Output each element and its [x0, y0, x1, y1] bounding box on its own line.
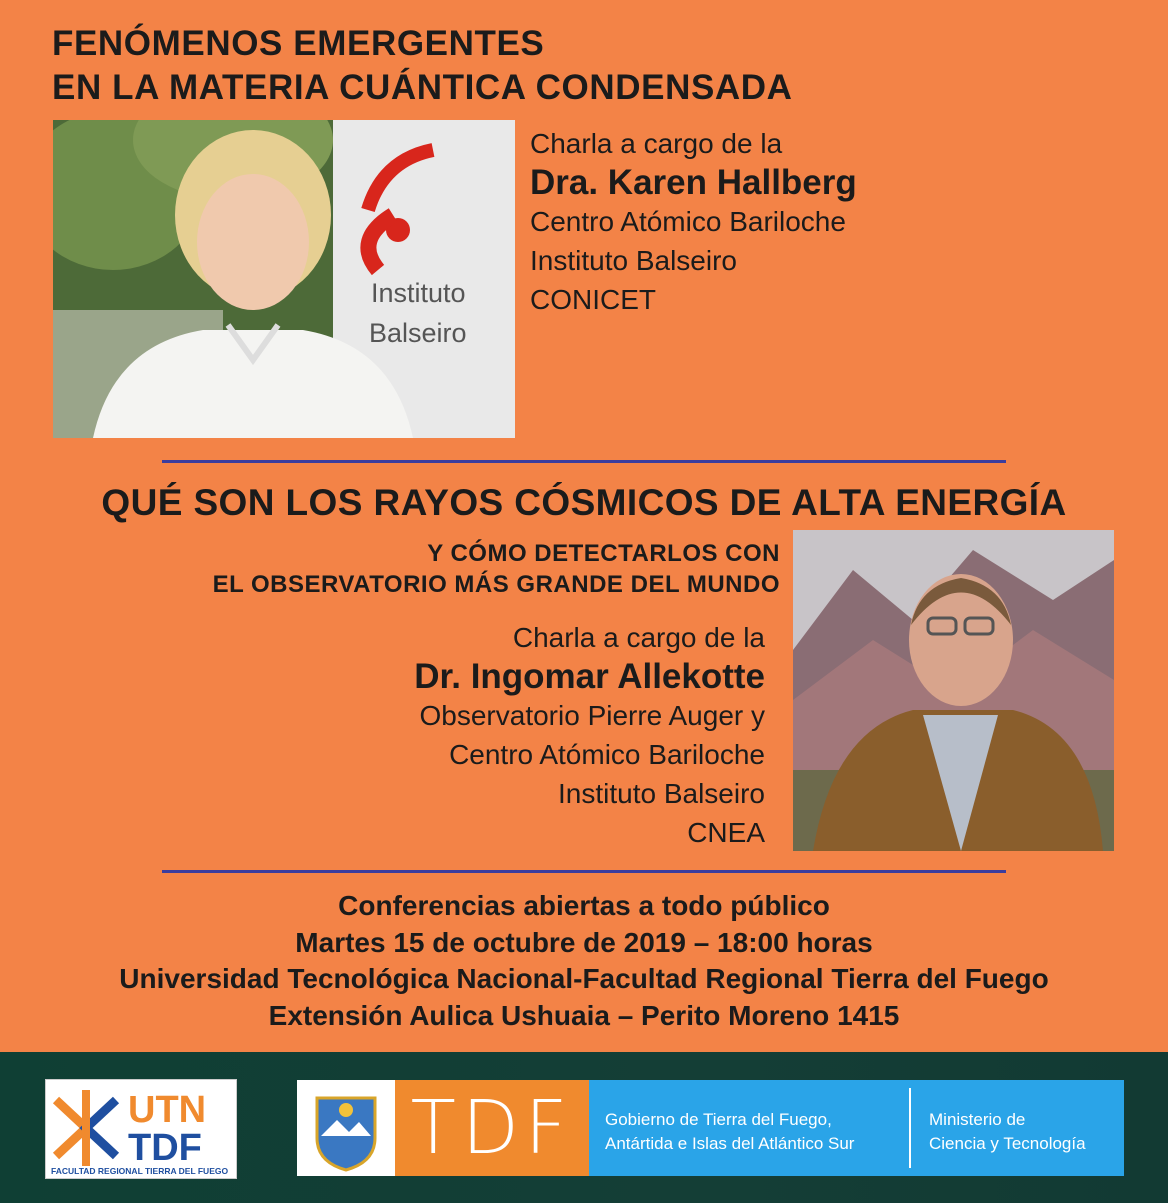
talk1-speaker-name: Dra. Karen Hallberg [530, 163, 857, 202]
speaker1-photo [53, 120, 515, 438]
event-date: Martes 15 de octubre de 2019 – 18:00 horas [295, 926, 873, 958]
talk2-intro: Charla a cargo de la [512, 622, 765, 653]
tdf-government-banner [297, 1080, 1124, 1176]
talk1-title [52, 22, 793, 110]
ministerio-label [929, 1108, 1086, 1156]
talk1-affiliation: Centro Atómico Bariloche [530, 206, 846, 237]
tdf-logo-text: TDF [395, 1080, 589, 1176]
talk2-title: QUÉ SON LOS RAYOS CÓSMICOS DE ALTA ENERGÍA [101, 482, 1067, 523]
province-shield-icon [297, 1080, 395, 1176]
talk2-subtitle-line1: Y CÓMO DETECTARLOS CON [427, 540, 780, 567]
utn-text: UTN [128, 1089, 207, 1131]
event-details [0, 888, 1168, 1034]
gobierno-label [605, 1108, 854, 1156]
tdf-text: TDF [128, 1127, 202, 1169]
ministerio-line1: Ministerio de [929, 1110, 1026, 1129]
event-venue: Universidad Tecnológica Nacional‑Facultad Regional Tierra del Fuego [119, 963, 1049, 994]
talk2-speaker-info [414, 618, 765, 852]
gobierno-line1: Gobierno de Tierra del Fuego, [605, 1110, 832, 1129]
talk2-affiliation: Instituto Balseiro [558, 778, 765, 809]
talk1-affiliation: CONICET [530, 284, 656, 315]
talk1-affiliation: Instituto Balseiro [530, 245, 737, 276]
event-line: Conferencias abiertas a todo público [338, 890, 830, 921]
talk2-affiliation: Centro Atómico Bariloche [449, 739, 765, 770]
utn-tdf-logo [45, 1079, 237, 1179]
gobierno-line2: Antártida e Islas del Atlántico Sur [605, 1134, 855, 1153]
talk2-speaker-name: Dr. Ingomar Allekotte [414, 657, 765, 696]
banner-divider [909, 1088, 911, 1168]
speaker1-sign-line1: Instituto [371, 278, 466, 308]
ministerio-line2: Ciencia y Tecnología [929, 1134, 1086, 1153]
talk1-intro: Charla a cargo de la [530, 128, 783, 159]
talk2-affiliation: Observatorio Pierre Auger y [419, 700, 765, 731]
event-address: Extensión Aulica Ushuaia – Perito Moreno 1415 [268, 999, 900, 1031]
speaker1-photo-illustration [53, 120, 515, 438]
divider-rule [162, 870, 1006, 873]
divider-rule [162, 460, 1006, 463]
speaker1-sign-line2: Balseiro [369, 318, 467, 348]
talk1-speaker-info [530, 124, 857, 319]
talk2-subtitle-line2: EL OBSERVATORIO MÁS GRANDE DEL MUNDO [212, 571, 780, 598]
talk1-title-line2: EN LA MATERIA CUÁNTICA CONDENSADA [52, 68, 793, 107]
utn-tdf-logo-graphic [46, 1080, 236, 1178]
utn-caption: FACULTAD REGIONAL TIERRA DEL FUEGO [51, 1166, 229, 1176]
speaker2-photo-illustration [793, 530, 1114, 851]
talk2-affiliation: CNEA [687, 817, 765, 848]
talk1-title-line1: FENÓMENOS EMERGENTES [52, 24, 545, 63]
speaker2-photo [793, 530, 1114, 851]
talk2-subtitle [213, 538, 780, 600]
